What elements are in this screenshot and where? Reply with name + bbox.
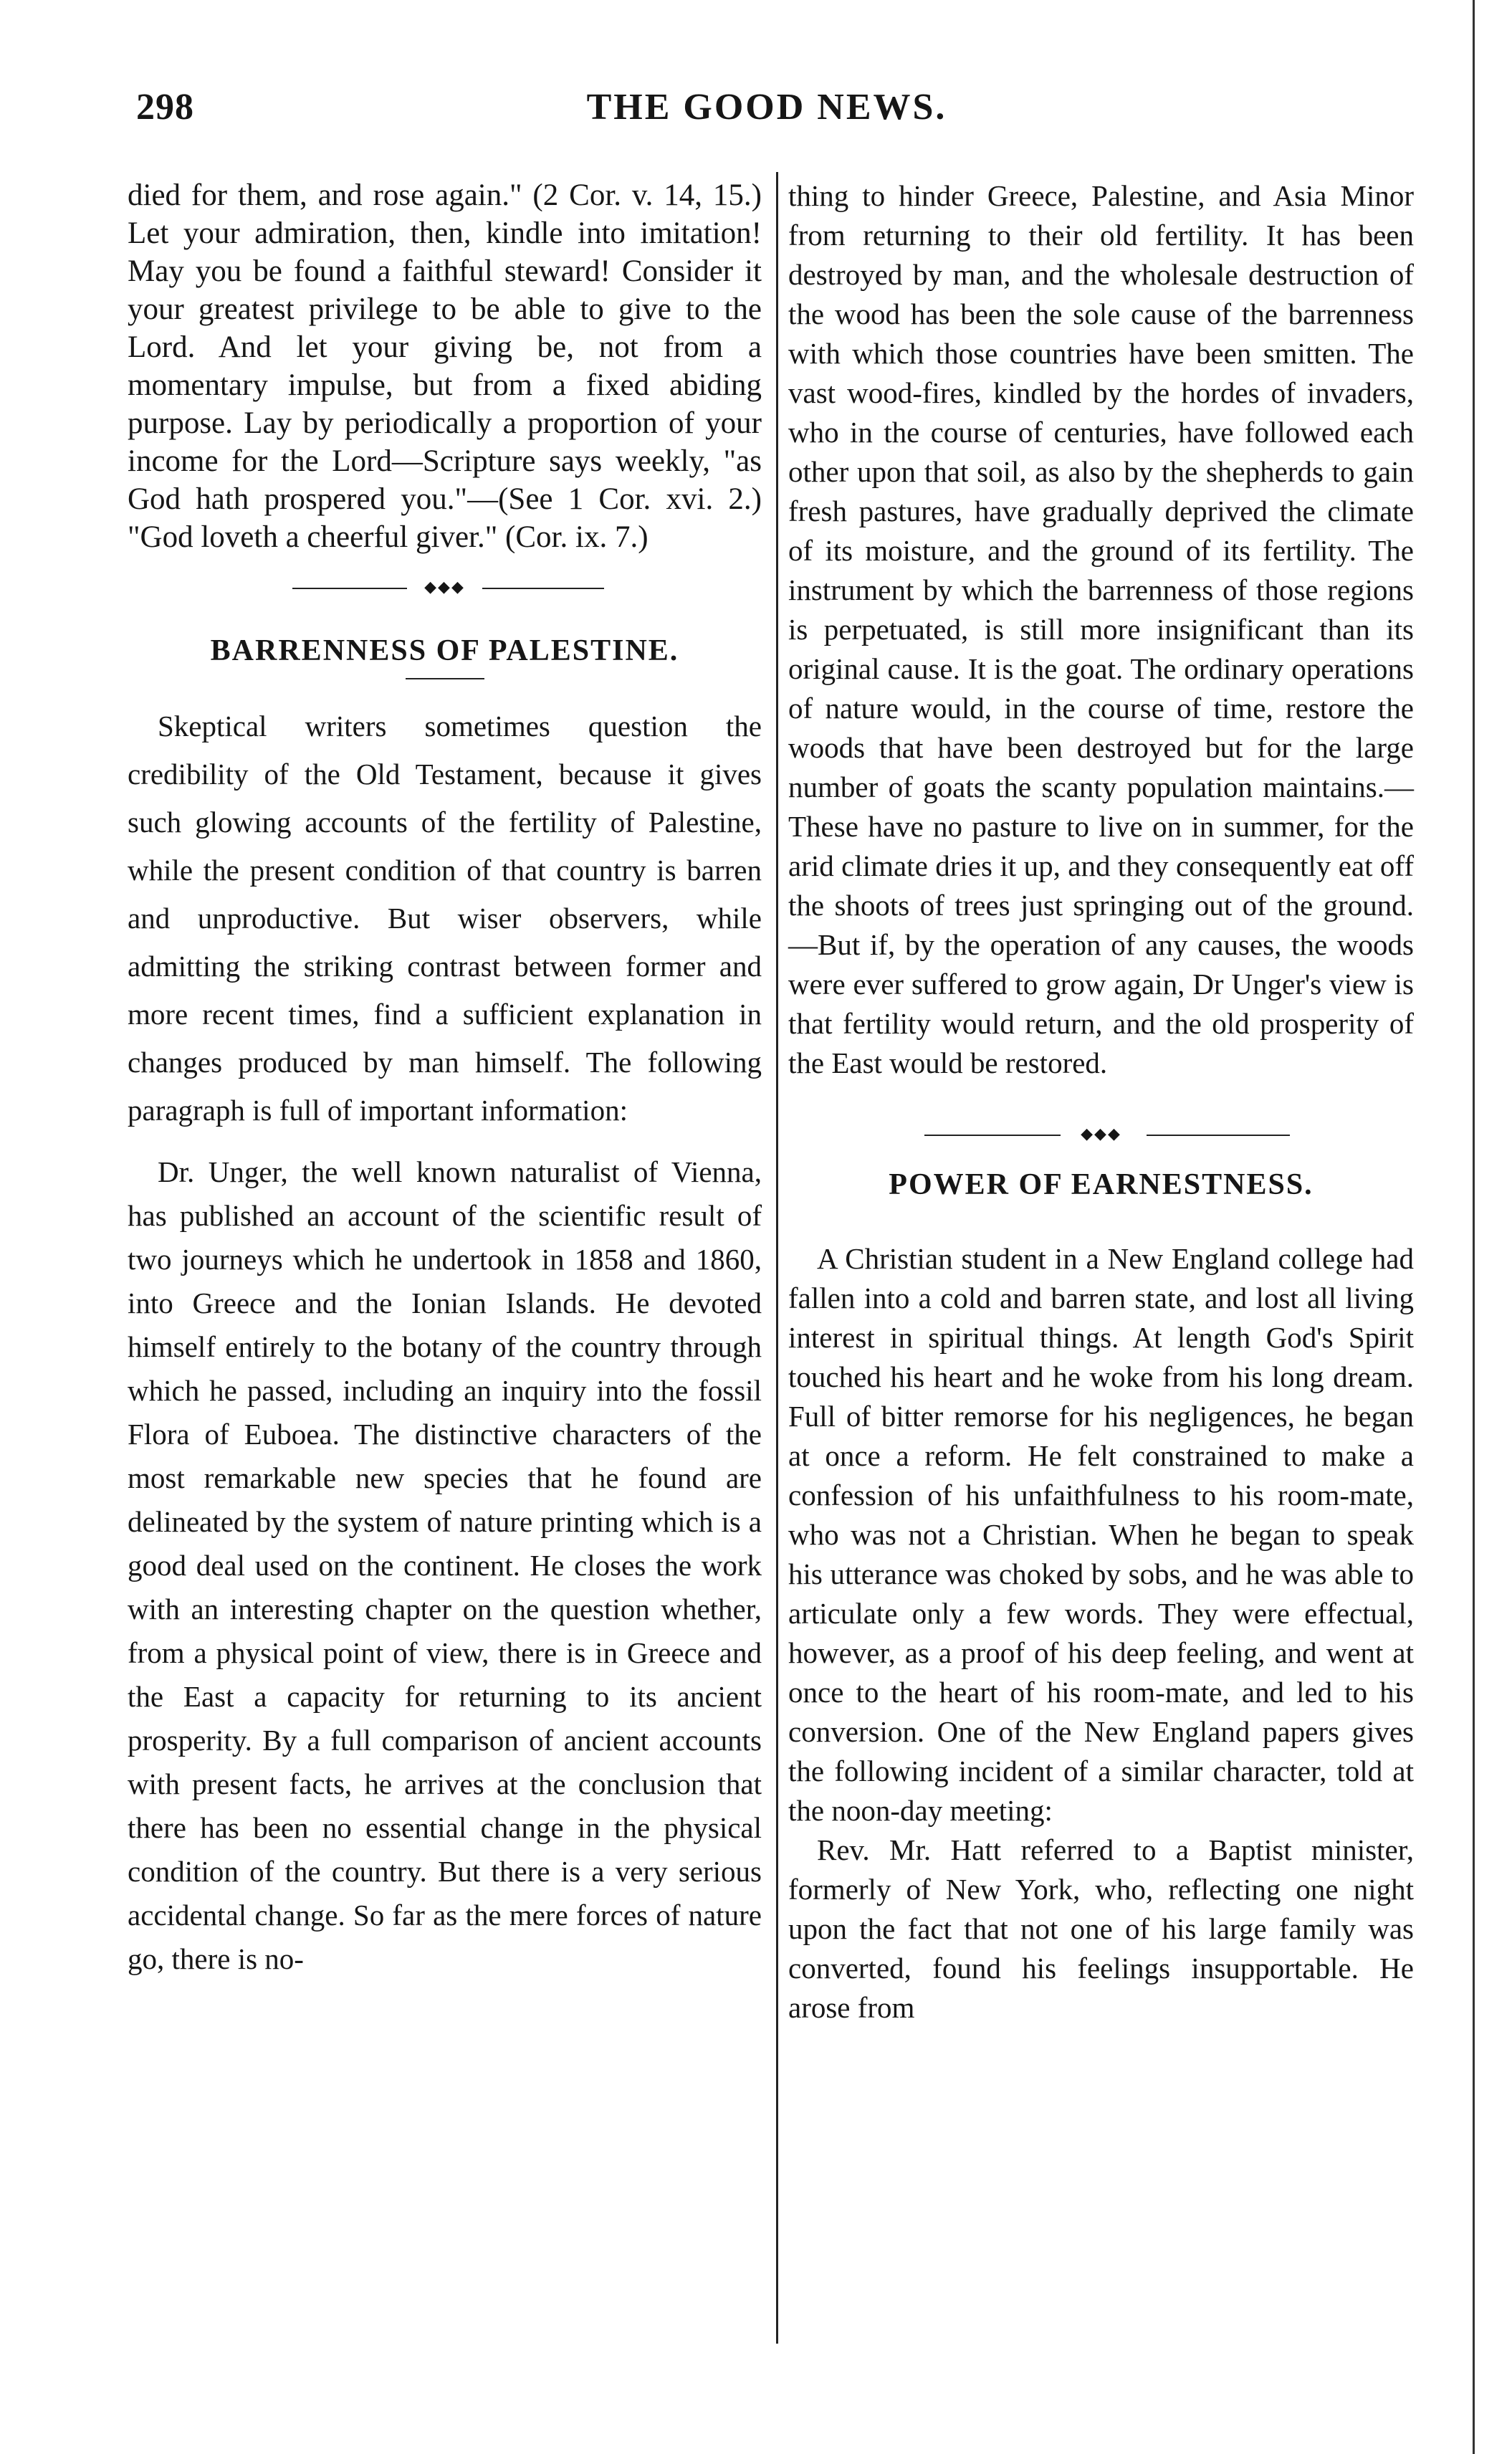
article-heading-earnestness: POWER OF EARNESTNESS. — [889, 1168, 1314, 1201]
page-header — [136, 86, 1397, 151]
page-number: 298 — [136, 87, 194, 128]
page-edge-border — [1473, 0, 1475, 2454]
left-column — [128, 176, 762, 1981]
earnestness-paragraph-2: Rev. Mr. Hatt referred to a Baptist minister, formerly of New York, who, reflecting one night upon the fact that not one of his large family was converted, found his feelings insupportable. He arose from — [788, 1833, 1414, 2024]
opening-paragraph: died for them, and rose again." (2 Cor. v. 14, 15.) Let your admiration, then, kindle into imitation! May you be found a faithful steward! Consider it your greatest privilege to be able to give to the Lord. And let your giving be, not from a momentary impulse, but from a fixed abiding purpose. Lay by periodically a proportion of your income for the Lord—Scripture says weekly, "as God hath prospered you."—(See 1 Cor. xvi. 2.) "God loveth a cheerful giver." (Cor. ix. 7.) — [128, 178, 762, 554]
right-column — [788, 176, 1414, 2028]
column-divider — [776, 172, 778, 2344]
continuation-paragraph: thing to hinder Greece, Palestine, and Asia Minor from returning to their old fertility. It has been destroyed by man, and the wholesale destruction of the wood has been the sole cause of the barrenness with which those countries have been smitten. The vast wood-fires, kindled by the hordes of invaders, who in the course of centuries, have followed each other upon that soil, as also by the shepherds to gain fresh pastures, have gradually deprived the climate of its moisture, and the ground of its fertility. The instrument by which the barrenness of those regions is perpetuated, is still more insignificant than its original cause. It is the goat. The ordinary operations of nature would, in the course of time, restore the woods that have been destroyed but for the large number of goats the scanty population maintains.—These have no pasture to live on in summer, for the arid climate dries it up, and they consequently eat off the shoots of trees just springing out of the ground.—But if, by the operation of any causes, the woods were ever suffered to grow again, Dr Unger's view is that fertility would return, and the old prosperity of the East would be restored. — [788, 179, 1414, 1079]
earnestness-paragraph-1: A Christian student in a New England college had fallen into a cold and barren state, and lost all living interest in spiritual things. At length God's Spirit touched his heart and he woke from his long dream. Full of bitter remorse for his negligences, he began at once a reform. He felt constrained to make a confession of his unfaithfulness to his room-mate, who was not a Christian. When he began to speak his utterance was choked by sobs, and he was able to articulate only a few words. They were effectual, however, as a proof of his deep feeling, and went at once to the heart of his room-mate, and led to his conversion. One of the New England papers gives the following incident of a similar character, told at the noon-day meeting: — [788, 1242, 1414, 1827]
barrenness-paragraph-1: Skeptical writers sometimes question the credibility of the Old Testament, because it gives such glowing accounts of the fertility of Palestine, while the present condition of that country is barren and unproductive. But wiser observers, while admitting the striking contrast between former and more recent times, find a sufficient explanation in changes produced by man himself. The following paragraph is full of important information: — [128, 710, 762, 1127]
section-ornament — [128, 578, 762, 599]
section-ornament — [788, 1125, 1414, 1146]
heading-rule — [406, 678, 484, 679]
running-title: THE GOOD NEWS. — [586, 87, 947, 128]
ornament-diamonds: ◆◆◆ — [424, 578, 465, 596]
ornament-diamonds: ◆◆◆ — [1081, 1125, 1121, 1142]
article-heading-barrenness: BARRENNESS OF PALESTINE. — [210, 634, 679, 667]
barrenness-paragraph-2: Dr. Unger, the well known naturalist of Vienna, has published an account of the scientific result of two journeys which he undertook in 1858 and 1860, into Greece and the Ionian Islands. He devoted himself entirely to the botany of the country through which he passed, including an inquiry into the fossil Flora of Euboea. The distinctive characters of the most remarkable new species that he found are delineated by the system of nature printing which is a good deal used on the continent. He closes the work with an interesting chapter on the question whether, from a physical point of view, there is in Greece and the East a capacity for returning to its ancient prosperity. By a full comparison of ancient accounts with present facts, he arrives at the conclusion that there has been no essential change in the physical condition of the country. But there is a very serious accidental change. So far as the mere forces of nature go, there is no- — [128, 1155, 762, 1975]
